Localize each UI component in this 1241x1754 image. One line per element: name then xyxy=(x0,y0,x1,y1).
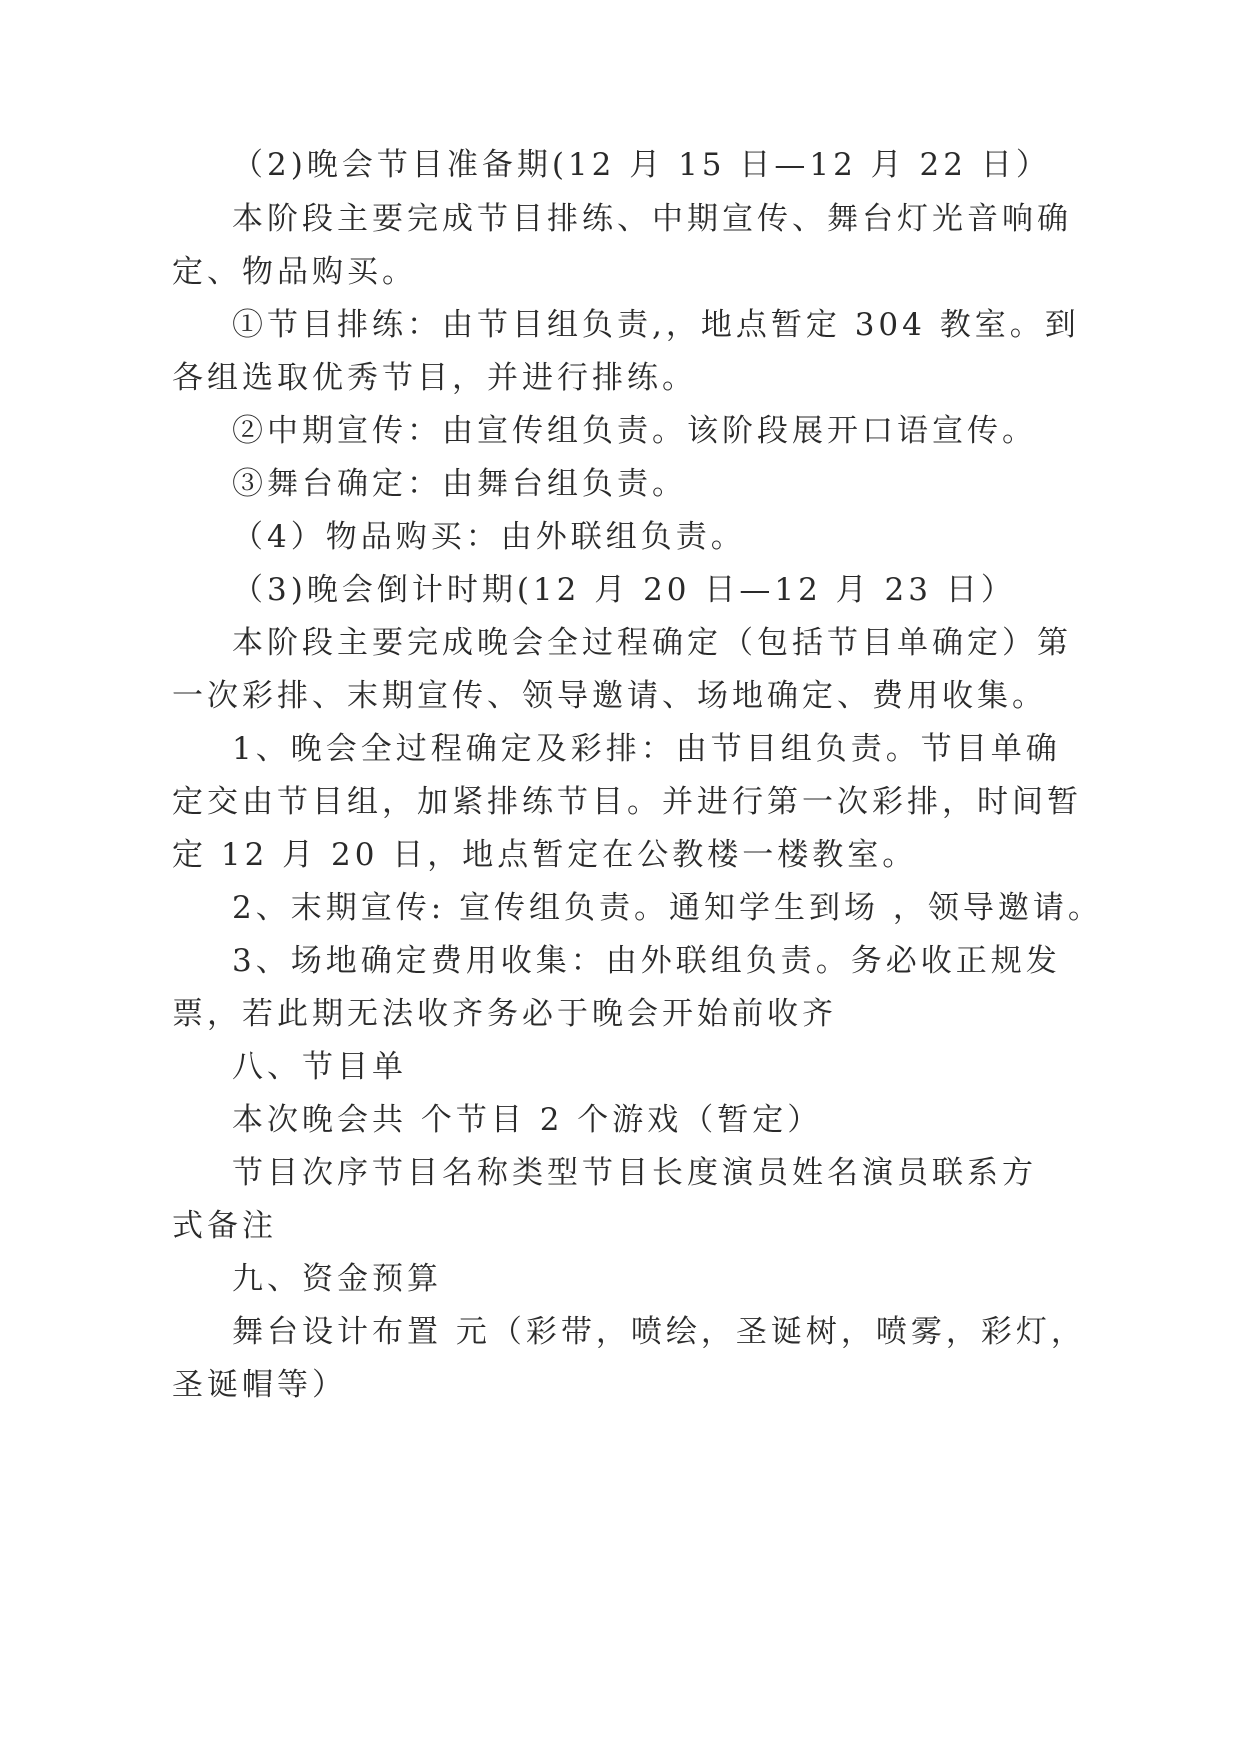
list-item-final-publicity: 2、末期宣传: 宣传组负责。通知学生到场 ，领导邀请。 xyxy=(232,890,1103,926)
paragraph-line: 票，若此期无法收齐务必于晚会开始前收齐 xyxy=(172,996,837,1032)
section-heading-program: 八、节目单 xyxy=(232,1049,407,1085)
list-item-purchase: （4）物品购买：由外联组负责。 xyxy=(232,519,746,555)
list-item-publicity: ②中期宣传：由宣传组负责。该阶段展开口语宣传。 xyxy=(232,413,1037,449)
paragraph-line: 定 12 月 20 日，地点暂定在公教楼一楼教室。 xyxy=(172,837,918,873)
list-item-venue-fees: 3、场地确定费用收集：由外联组负责。务必收正规发 xyxy=(232,943,1061,979)
section-heading-preparation: （2)晚会节目准备期(12 月 15 日—12 月 22 日） xyxy=(232,147,1051,183)
paragraph-line: 本阶段主要完成晚会全过程确定（包括节目单确定）第 xyxy=(232,625,1072,661)
paragraph-line: 圣诞帽等） xyxy=(172,1367,347,1403)
paragraph-line: 舞台设计布置 元（彩带，喷绘，圣诞树，喷雾，彩灯， xyxy=(232,1314,1086,1350)
section-heading-countdown: （3)晚会倒计时期(12 月 20 日—12 月 23 日） xyxy=(232,572,1016,608)
paragraph-line: 各组选取优秀节目，并进行排练。 xyxy=(172,360,697,396)
list-item-stage: ③舞台确定：由舞台组负责。 xyxy=(232,466,687,502)
paragraph-line: 一次彩排、末期宣传、领导邀请、场地确定、费用收集。 xyxy=(172,678,1047,714)
paragraph-line: 定交由节目组，加紧排练节目。并进行第一次彩排，时间暂 xyxy=(172,784,1082,820)
section-heading-budget: 九、资金预算 xyxy=(232,1261,442,1297)
paragraph-line: 定、物品购买。 xyxy=(172,254,417,290)
paragraph-line: 本次晚会共 个节目 2 个游戏（暂定） xyxy=(232,1102,823,1138)
paragraph-line: 式备注 xyxy=(172,1208,277,1244)
paragraph-line: 节目次序节目名称类型节目长度演员姓名演员联系方 xyxy=(232,1155,1037,1191)
list-item-rehearsal: ①节目排练：由节目组负责,，地点暂定 304 教室。到 xyxy=(232,307,1080,343)
paragraph-line: 本阶段主要完成节目排练、中期宣传、舞台灯光音响确 xyxy=(232,201,1072,237)
list-item-full-process: 1、晚会全过程确定及彩排：由节目组负责。节目单确 xyxy=(232,731,1061,767)
